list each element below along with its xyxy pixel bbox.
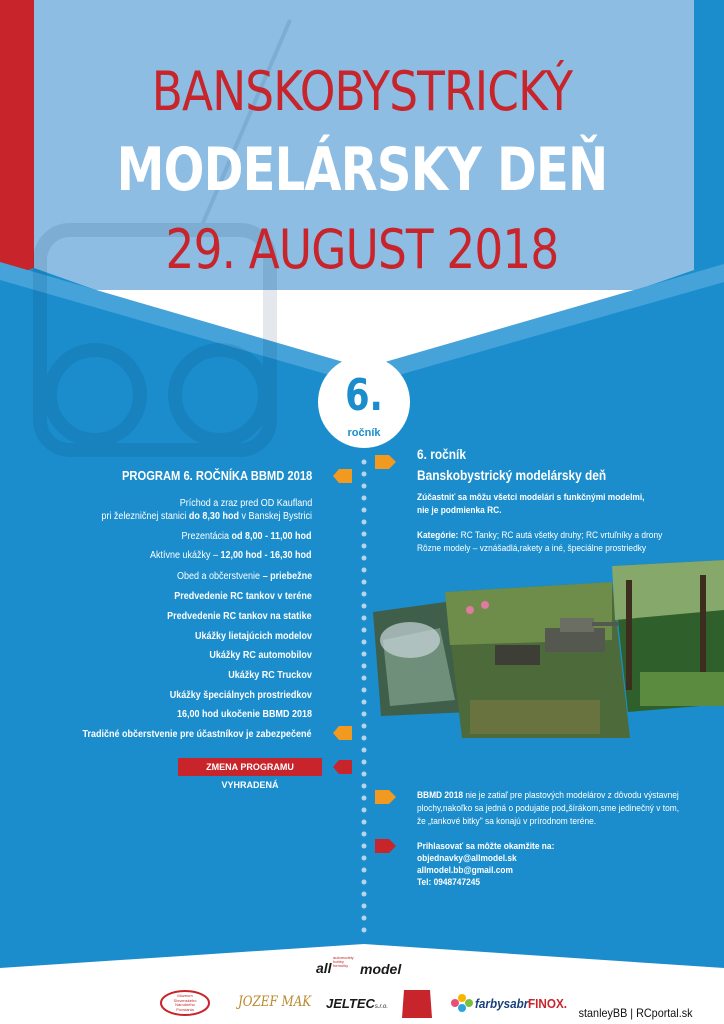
info-participate-1: Zúčastniť sa môžu všetci modelári s funkčnými modelmi, [417, 492, 645, 503]
allmodel-logo-a: all [316, 960, 332, 976]
allmodel-logo-b: model [360, 961, 402, 977]
program-item: Ukážky RC automobilov [209, 650, 312, 661]
info-bbmd-1: BBMD 2018 nie je zatiaľ pre plastových modelárov z dôvodu výstavnej [417, 790, 679, 801]
info-categories-2: Rôzne modely – vznášadlá,rakety a iné, špeciálne prostriedky [417, 543, 647, 554]
program-demos: Aktívne ukážky – 12,00 hod - 16,30 hod [150, 550, 312, 561]
finox-logo: FINOX. [528, 996, 568, 1011]
info-heading-event: Banskobystrický modelársky deň [417, 467, 607, 483]
program-item: Ukážky špeciálnych prostriedkov [169, 690, 312, 701]
program-item: Ukážky RC Truckov [228, 670, 312, 681]
program-arrival-2: pri železničnej stanici do 8,30 hod v Banskej Bystrici [101, 511, 312, 522]
info-bbmd-3: že „tankové bitky" sa konajú v prírodnom teréne. [417, 816, 597, 827]
photo-credit: stanleyBB | RCportal.sk [578, 1006, 692, 1020]
program-arrival-1: Príchod a zraz pred OD Kaufland [179, 498, 312, 509]
title-line-2: MODELÁRSKY DEŇ [116, 135, 608, 205]
program-item: Predvedenie RC tankov na statike [167, 611, 312, 622]
program-item: Predvedenie RC tankov v teréne [174, 591, 312, 602]
edition-badge [318, 356, 410, 448]
contact-phone: Tel: 0948747245 [417, 877, 481, 888]
info-bbmd-2: plochy,nakoľko sa jedná o podujatie pod„šírákom,sme jedinečný v tom, [417, 803, 680, 814]
allmodel-logo-small: automodely hobby formulky [333, 955, 354, 968]
program-change-notice: ZMENA PROGRAMU VYHRADENÁ [178, 758, 322, 776]
title-date: 29. AUGUST 2018 [165, 218, 559, 281]
program-item: Ukážky lietajúcich modelov [194, 631, 312, 642]
left-red-stripe [0, 0, 34, 280]
edition-number: 6. [345, 370, 383, 421]
info-participate-2: nie je podmienka RC. [417, 505, 502, 516]
program-title: PROGRAM 6. ROČNÍKA BBMD 2018 [121, 468, 312, 483]
program-item: 16,00 hod ukočenie BBMD 2018 [176, 709, 312, 720]
contact-email-1[interactable]: objednavky@allmodel.sk [417, 853, 517, 864]
title-line-1: BANSKOBYSTRICKÝ [151, 60, 573, 123]
program-registration: Prezentácia od 8,00 - 11,00 hod [181, 531, 312, 542]
info-categories-1: Kategórie: RC Tanky; RC autá všetky druhy; RC vrtuľníky a drony [417, 530, 663, 541]
club-logo-shield [402, 990, 432, 1018]
contact-email-2[interactable]: allmodel.bb@gmail.com [417, 865, 513, 876]
program-item: Tradičné občerstvenie pre účastníkov je zabezpečené [82, 729, 312, 740]
edition-label: ročník [347, 427, 381, 439]
jeltec-logo: JELTECs.r.o. [326, 996, 389, 1011]
right-blue-stripe [694, 0, 724, 282]
jozef-mak-logo: JOZEF MAK [238, 994, 312, 1010]
farbysabr-logo: farbysabr [475, 996, 529, 1011]
contact-title: Prihlasovať sa môžte okamžite na: [417, 841, 555, 852]
museum-logo-text: Múzeum Slovenského Národného Povstania [173, 993, 197, 1012]
program-lunch: Obed a občerstvenie – priebežne [176, 571, 312, 582]
info-heading-edition: 6. ročník [417, 446, 466, 462]
